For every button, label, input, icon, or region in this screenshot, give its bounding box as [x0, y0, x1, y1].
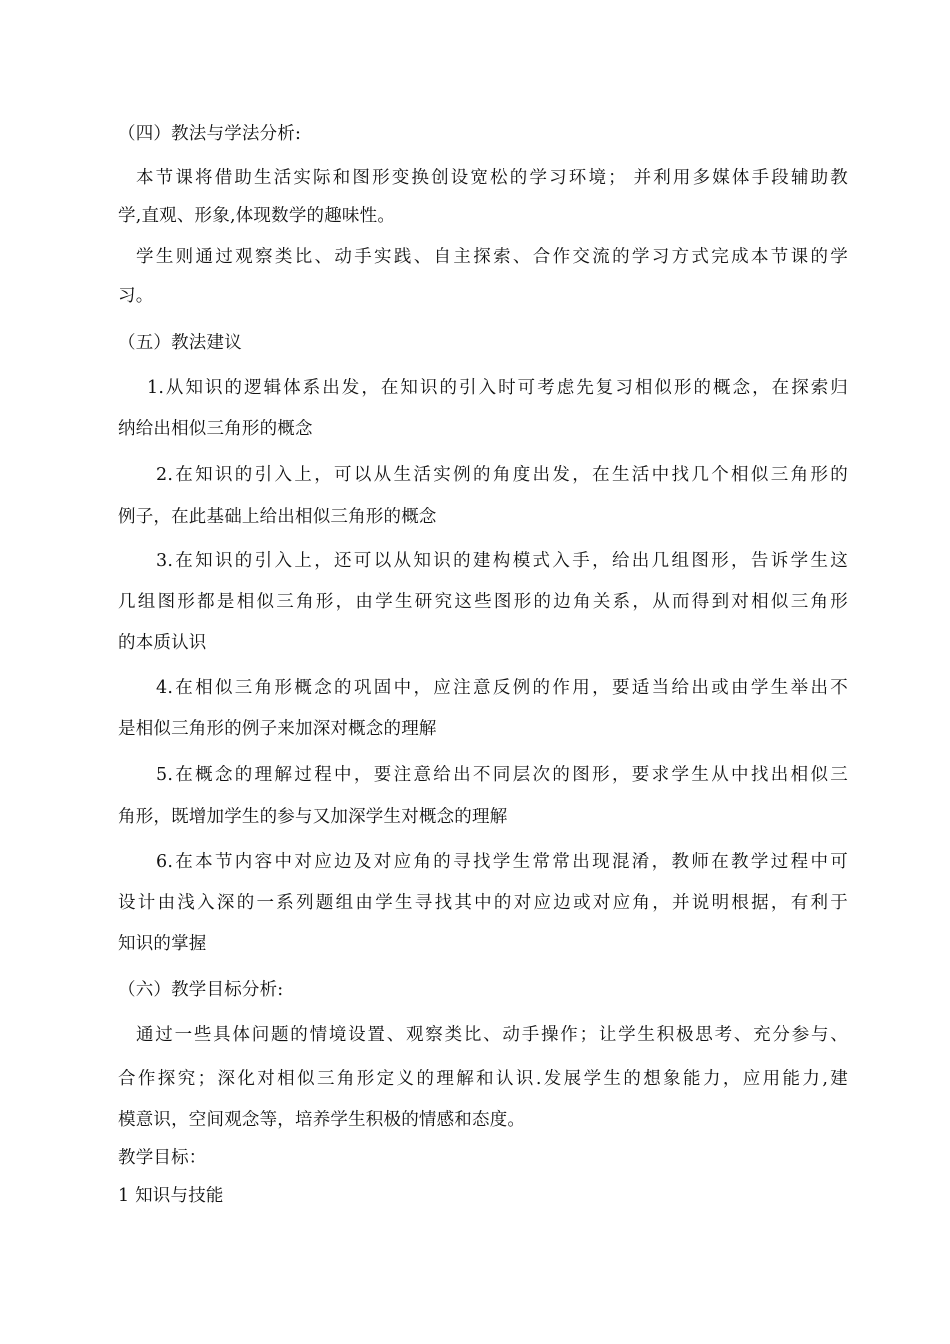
section5-item6-line3: 知识的掌握 [118, 934, 207, 954]
section5-item5-line2: 角形，既增加学生的参与又加深学生对概念的理解 [118, 807, 508, 827]
section5-item5-line1: 5.在概念的理解过程中，要注意给出不同层次的图形，要求学生从中找出相似三 [156, 765, 848, 785]
section5-item3-line2: 几组图形都是相似三角形，由学生研究这些图形的边角关系，从而得到对相似三角形 [118, 592, 848, 612]
section4-heading: （四）教法与学法分析: [118, 124, 302, 144]
section5-item4-line2: 是相似三角形的例子来加深对概念的理解 [118, 719, 437, 739]
section4-paragraph2-line1: 学生则通过观察类比、动手实践、自主探索、合作交流的学习方式完成本节课的学 [136, 247, 848, 267]
section5-item4-line1: 4.在相似三角形概念的巩固中，应注意反例的作用，要适当给出或由学生举出不 [156, 678, 848, 698]
section5-item2-line1: 2.在知识的引入上，可以从生活实例的角度出发，在生活中找几个相似三角形的 [156, 465, 848, 485]
goal-knowledge-skills: 1 知识与技能 [118, 1186, 224, 1206]
section6-paragraph-line2: 合作探究；深化对相似三角形定义的理解和认识.发展学生的想象能力，应用能力,建 [118, 1069, 848, 1089]
section5-heading: （五）教法建议 [118, 333, 242, 353]
section5-item3-line1: 3.在知识的引入上，还可以从知识的建构模式入手，给出几组图形，告诉学生这 [156, 551, 848, 571]
teaching-goals-label: 教学目标： [118, 1148, 207, 1168]
section5-item6-line2: 设计由浅入深的一系列题组由学生寻找其中的对应边或对应角，并说明根据，有利于 [118, 893, 848, 913]
section5-item6-line1: 6.在本节内容中对应边及对应角的寻找学生常常出现混淆，教师在教学过程中可 [156, 852, 848, 872]
section4-paragraph1-line2: 学,直观、形象,体现数学的趣味性。 [118, 206, 396, 226]
section5-item1-line1: 1.从知识的逻辑体系出发，在知识的引入时可考虑先复习相似形的概念，在探索归 [147, 378, 848, 398]
section5-item3-line3: 的本质认识 [118, 633, 207, 653]
section5-item2-line2: 例子，在此基础上给出相似三角形的概念 [118, 507, 437, 527]
section4-paragraph2-line2: 习。 [118, 286, 154, 306]
section6-paragraph-line3: 模意识，空间观念等，培养学生积极的情感和态度。 [118, 1110, 526, 1130]
section5-item1-line2: 纳给出相似三角形的概念 [118, 419, 313, 439]
section6-paragraph-line1: 通过一些具体问题的情境设置、观察类比、动手操作；让学生积极思考、充分参与、 [136, 1025, 848, 1045]
section6-heading: （六）教学目标分析: [118, 980, 284, 1000]
section4-paragraph1-line1: 本节课将借助生活实际和图形变换创设宽松的学习环境； 并利用多媒体手段辅助教 [136, 168, 848, 188]
